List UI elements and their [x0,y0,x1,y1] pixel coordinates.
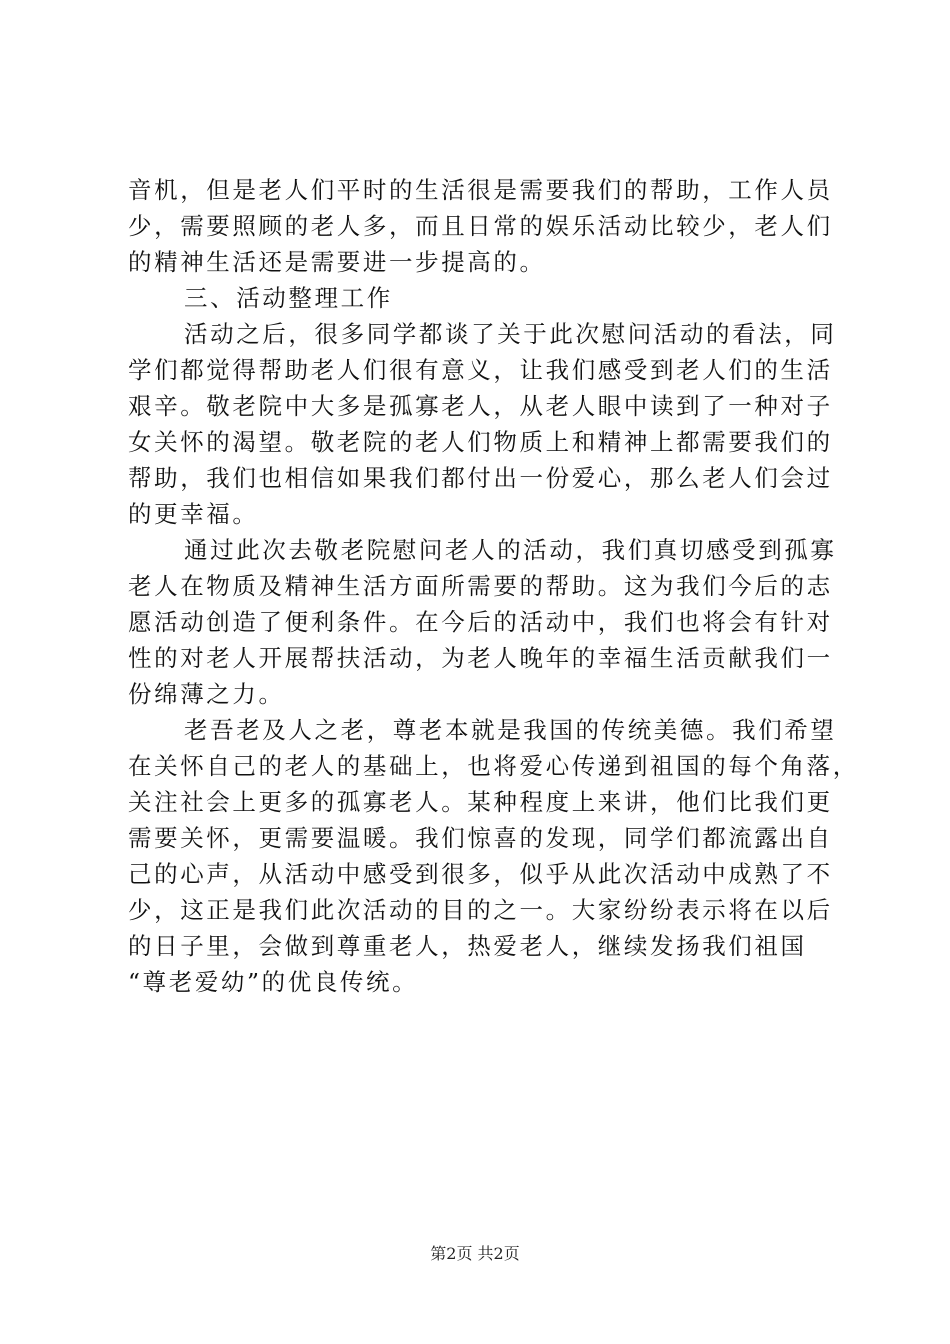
section-heading: 三、活动整理工作 [184,284,393,312]
text-line: “尊老爱幼”的优良传统。 [128,968,419,996]
text-line: 学们都觉得帮助老人们很有意义，让我们感受到老人们的生活 [128,356,833,384]
text-line: 女关怀的渴望。敬老院的老人们物质上和精神上都需要我们的 [128,428,833,456]
text-line: 在关怀自己的老人的基础上，也将爱心传递到祖国的每个角落， [128,752,859,780]
text-line: 老吾老及人之老，尊老本就是我国的传统美德。我们希望 [184,716,837,744]
text-line: 关注社会上更多的孤寡老人。某种程度上来讲，他们比我们更 [128,788,833,816]
text-line: 己的心声，从活动中感受到很多，似乎从此次活动中成熟了不 [128,860,833,888]
text-line: 性的对老人开展帮扶活动，为老人晚年的幸福生活贡献我们一 [128,644,833,672]
text-line: 老人在物质及精神生活方面所需要的帮助。这为我们今后的志 [128,572,833,600]
page-number-footer: 第2页 共2页 [430,1244,520,1263]
text-line: 的更幸福。 [128,500,259,528]
text-line: 艰辛。敬老院中大多是孤寡老人，从老人眼中读到了一种对子 [128,392,833,420]
text-line: 份绵薄之力。 [128,680,285,708]
text-line: 的日子里，会做到尊重老人，热爱老人，继续发扬我们祖国 [128,932,807,960]
text-line: 少，这正是我们此次活动的目的之一。大家纷纷表示将在以后 [128,896,833,924]
text-line: 帮助，我们也相信如果我们都付出一份爱心，那么老人们会过 [128,464,833,492]
text-line: 音机，但是老人们平时的生活很是需要我们的帮助，工作人员 [128,176,833,204]
text-line: 需要关怀，更需要温暖。我们惊喜的发现，同学们都流露出自 [128,824,833,852]
text-line: 通过此次去敬老院慰问老人的活动，我们真切感受到孤寡 [184,536,837,564]
text-line: 的精神生活还是需要进一步提高的。 [128,248,546,276]
text-line: 活动之后，很多同学都谈了关于此次慰问活动的看法，同 [184,320,837,348]
document-body [128,172,859,1000]
text-line: 愿活动创造了便利条件。在今后的活动中，我们也将会有针对 [128,608,833,636]
text-line: 少，需要照顾的老人多，而且日常的娱乐活动比较少，老人们 [128,212,833,240]
